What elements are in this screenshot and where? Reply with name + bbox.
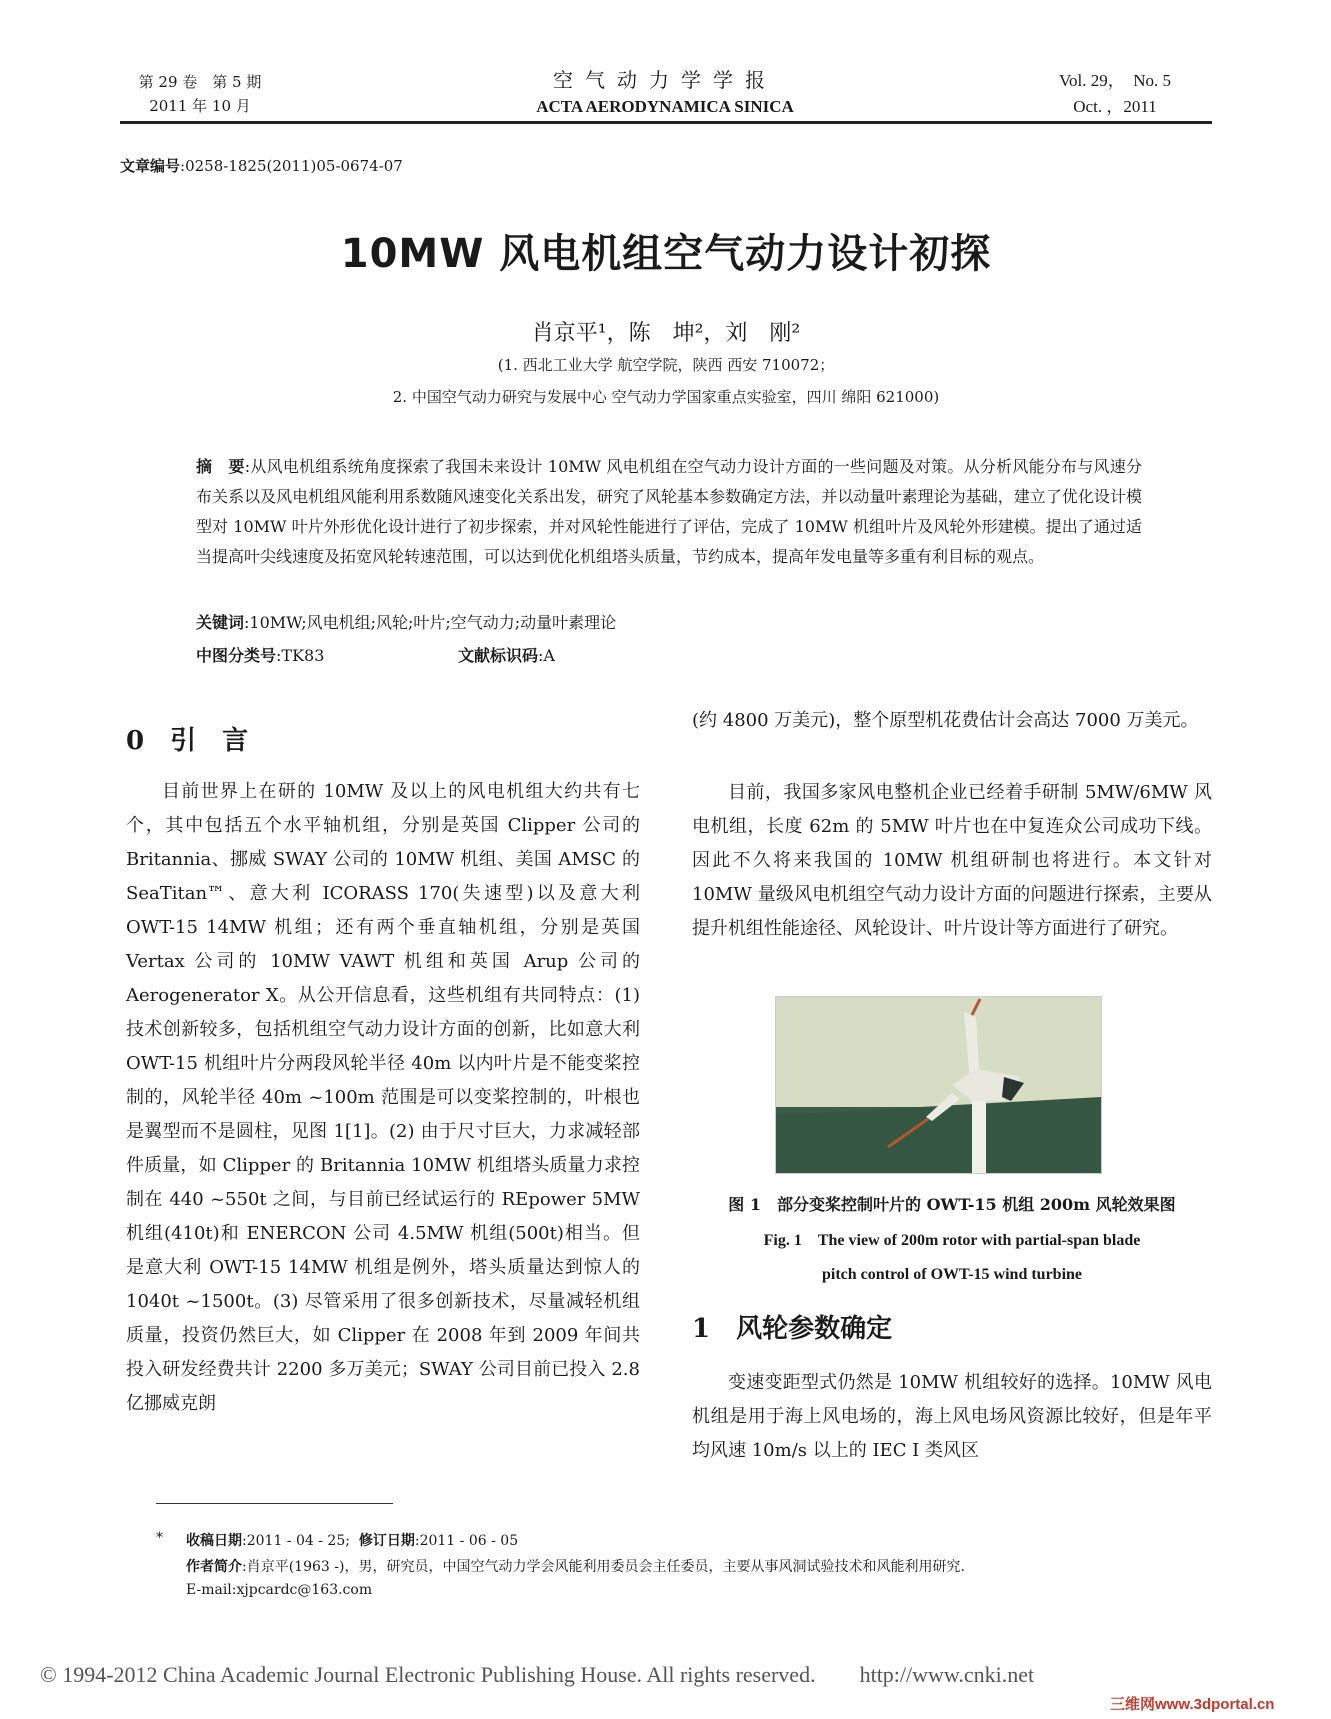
figure-1-caption-en (692, 1224, 1212, 1292)
footnote-marker: * (156, 1530, 163, 1546)
journal-name-en: ACTA AERODYNAMICA SINICA (536, 97, 794, 116)
section-0-continued: (约 4800 万美元)，整个原型机花费估计会高达 7000 万美元。 (692, 710, 1199, 731)
article-number-label: 文章编号 (120, 157, 181, 175)
figure-1-caption-cn: 图 1 部分变桨控制叶片的 OWT-15 机组 200m 风轮效果图 (728, 1195, 1176, 1214)
date-en: Oct. ，2011 (1073, 97, 1157, 116)
site-watermark: 三维网www.3dportal.cn (1110, 1696, 1275, 1713)
authors: 肖京平¹，陈 坤²，刘 刚² (531, 321, 801, 346)
document-id-label: 文献标识码 (458, 646, 539, 665)
received-date: :2011 - 04 - 25; (242, 1533, 350, 1549)
abstract-text: :从风电机组系统角度探索了我国未来设计 10MW 风电机组在空气动力设计方面的一些问题及对策。从分析风能分布与风速分布关系以及风电机组风能利用系数随风速变化关系出发，研究了风轮基本参数确定方法，并以动量叶素理论为基础，建立了优化设计模型对 10MW 叶片外形优化设计进行了初步探索，并对风轮性能进行了评估，完成了 10MW 机组叶片及风轮外形建模。提出了通过适当提高叶尖线速度及拓宽风轮转速范围，可以达到优化机组塔头质量，节约成本，提高年发电量等多重有利目标的观点。 (196, 457, 1142, 566)
figure-1-image (775, 996, 1102, 1174)
footnote-bio (186, 1556, 965, 1576)
header-rule (120, 121, 1212, 124)
wind-turbine-illustration (776, 997, 1101, 1173)
section-0-heading: 0 引 言 (126, 726, 249, 756)
publish-date: 2011 年 10 月 (149, 97, 251, 115)
journal-vol-en (1040, 68, 1190, 120)
revised-date: :2011 - 06 - 05 (414, 1533, 519, 1549)
document-id (458, 643, 555, 666)
abstract-label: 摘 要 (196, 457, 245, 476)
bio-label: 作者简介 (186, 1559, 242, 1575)
section-1-paragraph: 变速变距型式仍然是 10MW 机组较好的选择。10MW 风电机组是用于海上风电场的，海上风电场风资源比较好，但是年平均风速 10m/s 以上的 IEC I 类风区 (692, 1372, 1212, 1461)
copyright-notice: © 1994-2012 China Academic Journal Electronic Publishing House. All rights reserved. http://www.cnki.net (40, 1662, 1035, 1687)
keywords (196, 610, 616, 633)
section-0-paragraph: 目前世界上在研的 10MW 及以上的风电机组大约共有七个，其中包括五个水平轴机组，分别是英国 Clipper 公司的 Britannia、挪威 SWAY 公司的 10MW 机组、美国 AMSC 的 SeaTitan™、意大利 ICORASS 170(失速型)以及意大利 OWT-15 14MW 机组；还有两个垂直轴机组，分别是英国 Vertax 公司的 10MW VAWT 机组和英国 Arup 公司的 Aerogenerator X。从公开信息看，这些机组有共同特点：(1) 技术创新较多，包括机组空气动力设计方面的创新，比如意大利 OWT-15 机组叶片分两段风轮半径 40m 以内叶片是不能变桨控制的，风轮半径 40m ~100m 范围是可以变桨控制的，叶根也是翼型而不是圆柱，见图 1[1]。(2) 由于尺寸巨大，力求减轻部件质量，如 Clipper 的 Britannia 10MW 机组塔头质量力求控制在 440 ~550t 之间，与目前已经试运行的 REpower 5MW 机组(410t)和 ENERCON 公司 4.5MW 机组(500t)相当。但是意大利 OWT-15 14MW 机组是例外，塔头质量达到惊人的 1040t ~1500t。(3) 尽管采用了很多创新技术，尽量减轻机组质量，投资仍然巨大，如 Clipper 在 2008 年到 2009 年间共投入研发经费共计 2200 多万美元；SWAY 公司目前已投入 2.8 亿挪威克朗 (126, 781, 640, 1414)
revised-label: 修订日期 (358, 1533, 415, 1549)
keywords-label: 关键词 (196, 613, 245, 632)
affiliation-2: 2. 中国空气动力研究与发展中心 空气动力学国家重点实验室，四川 绵阳 621000) (392, 388, 940, 406)
section-1-heading: 1 风轮参数确定 (692, 1314, 893, 1344)
abstract (196, 452, 1142, 572)
author-email: E-mail:xjpcardc@163.com (186, 1582, 373, 1598)
classification (196, 643, 324, 666)
vol-no-en: Vol. 29， No. 5 (1058, 71, 1172, 90)
footnote-rule (156, 1503, 393, 1504)
journal-title (450, 66, 880, 120)
received-label: 收稿日期 (186, 1533, 242, 1549)
classification-label: 中图分类号 (196, 646, 277, 665)
journal-name-cn: 空气动力学学报 (553, 68, 777, 92)
paper-title: 10MW 风电机组空气动力设计初探 (340, 231, 992, 277)
section-0-paragraph-2: 目前，我国多家风电整机企业已经着手研制 5MW/6MW 风电机组，长度 62m 的 5MW 叶片也在中复连众公司成功下线。因此不久将来我国的 10MW 机组研制也将进行。本文针对 10MW 量级风电机组空气动力设计方面的问题进行探索，主要从提升机组性能途径、风轮设计、叶片设计等方面进行了研究。 (692, 782, 1212, 939)
footnote-dates (186, 1530, 518, 1550)
document-id-value: :A (538, 646, 555, 665)
article-number-value: :0258-1825(2011)05-0674-07 (180, 157, 403, 175)
article-number (120, 155, 403, 176)
volume-issue: 第 29 卷 第 5 期 (138, 73, 262, 91)
classification-value: :TK83 (276, 646, 325, 665)
figure-1-caption-en-line2: pitch control of OWT-15 wind turbine (821, 1266, 1083, 1283)
journal-volume-issue (130, 70, 270, 118)
figure-1-caption-en-line1: Fig. 1 The view of 200m rotor with partial-span blade (763, 1232, 1141, 1249)
keywords-value: :10MW;风电机组;风轮;叶片;空气动力;动量叶素理论 (244, 613, 617, 632)
bio-text: :肖京平(1963 -)，男，研究员，中国空气动力学会风能利用委员会主任委员，主要从事风洞试验技术和风能利用研究. (242, 1559, 965, 1575)
affiliation-1: (1. 西北工业大学 航空学院，陕西 西安 710072； (497, 356, 835, 374)
